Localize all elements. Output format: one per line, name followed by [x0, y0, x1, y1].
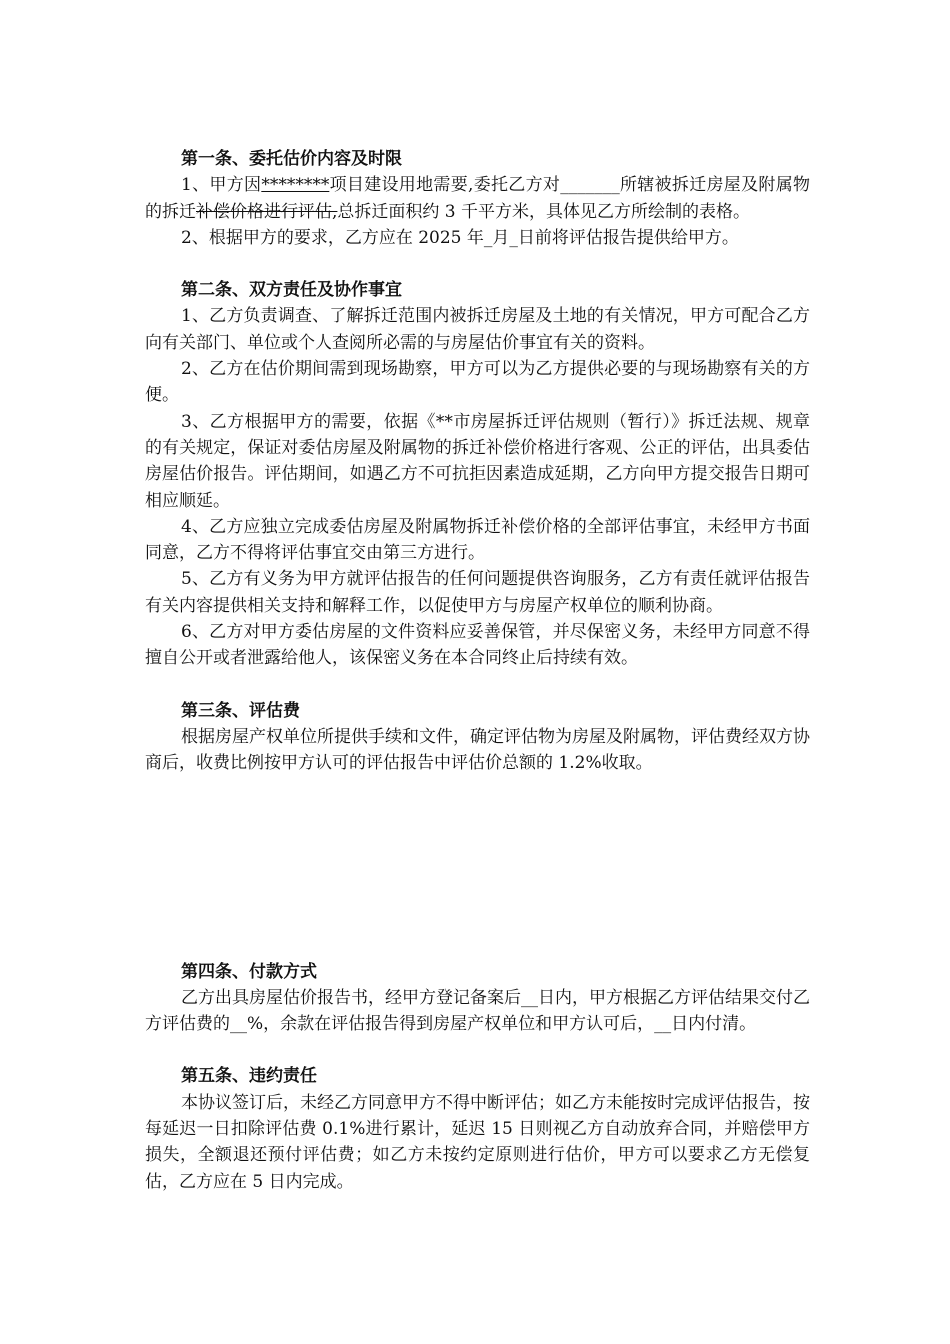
article-5 [145, 1063, 810, 1194]
article-2-clause: 4、乙方应独立完成委估房屋及附属物拆迁补偿价格的全部评估事宜，未经甲方书面同意，乙方不得将评估事宜交由第三方进行。 [145, 516, 810, 564]
article-1-clause-1 [145, 172, 810, 225]
spacer [145, 777, 810, 959]
article-1 [145, 146, 810, 251]
clause-text: 日内付清。 [671, 1014, 757, 1035]
article-1-clause-2: 2、根据甲方的要求，乙方应在 2025 年_月_日前将评估报告提供给甲方。 [181, 227, 739, 248]
article-2-clause: 2、乙方在估价期间需到现场勘察，甲方可以为乙方提供必要的与现场勘察有关的方便。 [145, 359, 810, 406]
clause-text: 1、甲方因 [181, 175, 262, 196]
article-1-heading: 第一条、委托估价内容及时限 [181, 149, 402, 169]
clause-text: 项目建设用地需要,委托乙方对 [329, 175, 561, 196]
article-2-heading: 第二条、双方责任及协作事宜 [181, 280, 402, 301]
spacer [145, 672, 810, 698]
article-2-clause: 3、乙方根据甲方的需要，依据《**市房屋拆迁评估规则（暂行）》拆迁法规、规章的有关规定，保证对委估房屋及附属物的拆迁补偿价格进行客观、公正的评估，出具委估房屋估价报告。评估期间，如遇乙方不可抗拒因素造成延期，乙方向甲方提交报告日期可相应顺延。 [145, 411, 810, 511]
clause-text: 所辖被拆迁房屋及附属物的拆迁 [145, 175, 810, 222]
percent-blank: __ [230, 1014, 247, 1035]
article-4 [145, 959, 810, 1038]
struck-text: 补偿价格进行评估, [196, 201, 338, 222]
article-4-heading: 第四条、付款方式 [181, 961, 317, 982]
clause-text: 总拆迁面积约 3 千平方米，具体见乙方所绘制的表格。 [337, 201, 751, 222]
area-blank: _______ [560, 175, 620, 196]
article-5-text: 本协议签订后，未经乙方同意甲方不得中断评估；如乙方未能按时完成评估报告，按每延迟一日扣除评估费 0.1%进行累计，延迟 15 日则视乙方自动放弃合同，并赔偿甲方损失，全额退还预付评估费；如乙方未按约定原则进行估价，甲方可以要求乙方无偿复估，乙方应在 5 日内完成。 [145, 1092, 810, 1192]
article-2-clause: 5、乙方有义务为甲方就评估报告的任何问题提供咨询服务，乙方有责任就评估报告有关内容提供相关支持和解释工作，以促使甲方与房屋产权单位的顺利协商。 [145, 569, 810, 616]
project-name-blank: ******** [261, 175, 330, 196]
days-blank: __ [521, 987, 538, 1008]
article-3-heading: 第三条、评估费 [181, 700, 300, 721]
document-page [145, 146, 810, 1195]
article-2-clause: 1、乙方负责调查、了解拆迁范围内被拆迁房屋及土地的有关情况，甲方可配合乙方向有关部门、单位或个人查阅所必需的与房屋估价事宜有关的资料。 [145, 306, 810, 353]
article-5-heading: 第五条、违约责任 [181, 1066, 317, 1087]
article-4-text [145, 985, 810, 1038]
clause-text: 乙方出具房屋估价报告书，经甲方登记备案后 [181, 987, 521, 1008]
article-3-text: 根据房屋产权单位所提供手续和文件，确定评估物为房屋及附属物，评估费经双方协商后，收费比例按甲方认可的评估报告中评估价总额的 1.2%收取。 [145, 726, 810, 774]
clause-text: %，余款在评估报告得到房屋产权单位和甲方认可后， [247, 1014, 655, 1035]
article-2-clause: 6、乙方对甲方委估房屋的文件资料应妥善保管，并尽保密义务，未经甲方同意不得擅自公开或者泄露给他人，该保密义务在本合同终止后持续有效。 [145, 622, 810, 669]
article-2 [145, 277, 810, 671]
spacer [145, 1037, 810, 1063]
days-blank: __ [654, 1014, 672, 1035]
article-3 [145, 698, 810, 777]
clause-text: 日内，甲方根据乙方评估结果交付乙方评估费的 [145, 987, 810, 1035]
spacer [145, 251, 810, 277]
